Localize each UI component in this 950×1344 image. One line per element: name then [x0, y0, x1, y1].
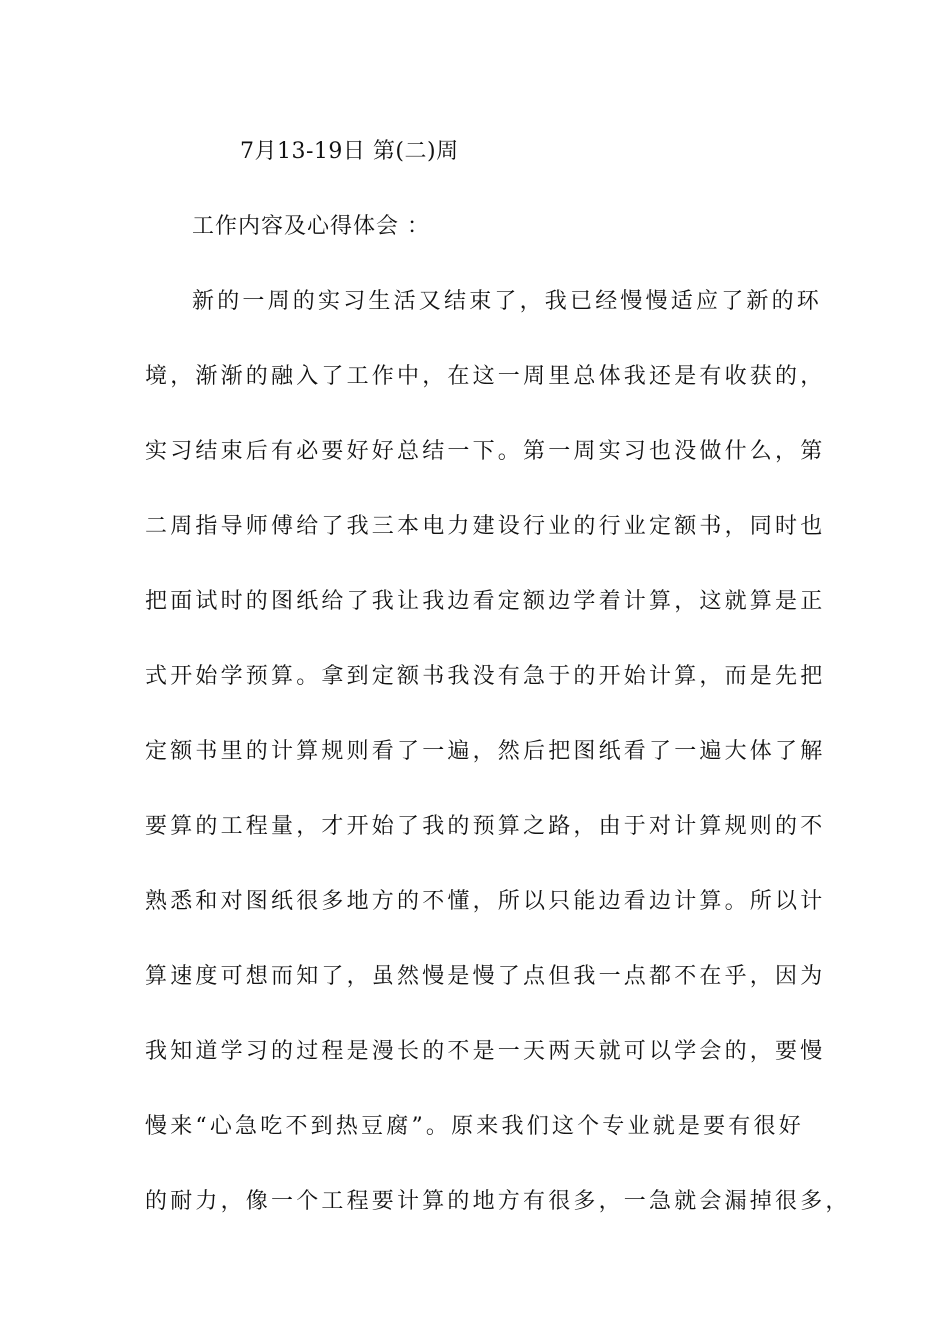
paragraph-line: 熟悉和对图纸很多地方的不懂，所以只能边看边计算。所以计: [145, 889, 826, 914]
paragraph-line: 的耐力，像一个工程要计算的地方有很多，一急就会漏掉很多，: [145, 1189, 851, 1214]
week-heading: 7月13-19日 第(二)周: [240, 139, 459, 164]
paragraph-line: 式开始学预算。拿到定额书我没有急于的开始计算，而是先把: [145, 664, 826, 689]
paragraph-line: 境，渐渐的融入了工作中，在这一周里总体我还是有收获的，: [145, 364, 826, 389]
paragraph-line: 二周指导师傅给了我三本电力建设行业的行业定额书，同时也: [145, 514, 826, 539]
paragraph-line: 慢来“心急吃不到热豆腐”。原来我们这个专业就是要有很好: [145, 1114, 804, 1139]
paragraph-line: 算速度可想而知了，虽然慢是慢了点但我一点都不在乎，因为: [145, 964, 826, 989]
paragraph-line: 我知道学习的过程是漫长的不是一天两天就可以学会的，要慢: [145, 1039, 826, 1064]
paragraph-line: 把面试时的图纸给了我让我边看定额边学着计算，这就算是正: [145, 589, 826, 614]
paragraph-line: 新的一周的实习生活又结束了，我已经慢慢适应了新的环: [192, 289, 823, 314]
paragraph-line: 要算的工程量，才开始了我的预算之路，由于对计算规则的不: [145, 814, 826, 839]
paragraph-line: 实习结束后有必要好好总结一下。第一周实习也没做什么，第: [145, 439, 826, 464]
section-subheading: 工作内容及心得体会 ：: [192, 214, 430, 239]
paragraph-line: 定额书里的计算规则看了一遍，然后把图纸看了一遍大体了解: [145, 739, 826, 764]
